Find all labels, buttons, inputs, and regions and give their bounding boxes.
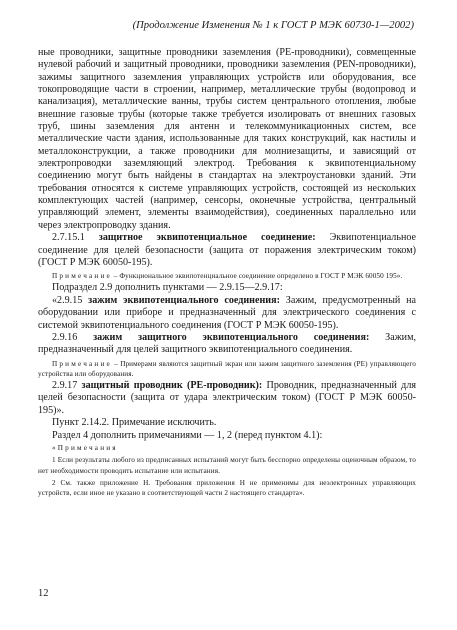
definition-text: Зажим, предусмотренный на оборудовании или приборе и предназначенный для электрического соединения с системой эквипотенциального соединения (ГОСТ Р МЭК 60050-195). (38, 294, 416, 331)
section-instruction: Раздел 4 дополнить примечаниями — 1, 2 (перед пунктом 4.1): (52, 429, 323, 441)
note-label: Примечание (52, 359, 112, 368)
definition-2-9-16 (38, 332, 416, 357)
note-examples (38, 359, 416, 380)
clause-number: 2.9.17 (52, 380, 82, 392)
definition-2-7-15-1 (38, 232, 416, 269)
defined-term: зажим защитного эквипотенциального соединения: (93, 331, 370, 343)
notes-heading: «Примечания (52, 443, 118, 452)
clause-number: «2.9.15 (52, 294, 89, 306)
subsection-instruction: Подраздел 2.9 дополнить пунктами — 2.9.15—2.9.17: (52, 282, 283, 294)
item-instruction: Пункт 2.14.2. Примечание исключить. (52, 417, 217, 429)
definition-text: Проводник, предназначенный для целей безопасности (защита от удара электрическим током) (ГОСТ Р МЭК 60050-195)». (38, 380, 416, 416)
definition-text: Эквипотенциальное соединение для целей безопасности (защита от поражения электрическим током) (ГОСТ Р МЭК 60050-195). (38, 232, 417, 268)
definition-2-9-15 (38, 295, 416, 332)
page-number: 12 (38, 588, 49, 599)
definition-2-9-17 (38, 380, 416, 417)
note-text: – Функциональное эквипотенциальное соединение определено в ГОСТ Р МЭК 60050 195». (111, 272, 403, 281)
note-functional-equipotential (38, 271, 416, 281)
note-label: Примечание (52, 272, 112, 281)
definition-text: Зажим, предназначенный для целей защитного эквипотенциального соединения. (38, 331, 416, 356)
note-1: 1 Если результаты любого из предписанных испытаний могут быть бесспорно определены оценочным образом, то нет необходимости проводить испытание или испытания. (38, 456, 416, 475)
note-text: – Примерами являются защитный экран или зажим защитного заземления (PE) управляющего устройства или оборудования. (38, 359, 416, 378)
paragraph-continuation: ные проводники, защитные проводники заземления (PE-проводники), совмещенные нулевой рабочий и защитный проводники, проводники заземления (PEN-проводники), зажимы защитного заземления управляющих устройств или оборудования, все токопроводящие части в строении, например, металлические трубы (водопровод и канализация), металлические ванны, трубы систем центрального отопления, любые внешние газовые трубы (которые также требуется изолировать от внешних газовых труб, шины заземления для антенн и телекоммуникационных систем, все металлические части здания, использованные для таких конструкций, как настилы и металлоконструкции, а также проводники для молниезащиты, и зависящий от электропроводки заземляющий электрод. Требования к эквипотенциальному соединению могут быть найдены в стандартах на электроустановки зданий. Эти требования относятся к системе управляющих устройств, состоящей из нескольких комплектующих частей (например, сенсоры, оконечные устройства, центральный управляющий элемент, элементы взаимодействия), соединенных параллельно или через электропроводку здания. (38, 47, 416, 231)
defined-term: защитный проводник (PE-проводник): (81, 380, 263, 392)
defined-term: зажим эквипотенциального соединения: (88, 294, 280, 306)
clause-number: 2.9.16 (52, 331, 94, 343)
running-header: (Продолжение Изменения № 1 к ГОСТ Р МЭК 60730-1—2002) (132, 20, 414, 31)
note-2: 2 См. также приложение Н. Требования приложения Н не применимы для неэлектронных управляющих устройств, если иное не указано в соответствующей части 2 настоящего стандарта». (38, 478, 416, 498)
clause-number: 2.7.15.1 (52, 232, 99, 244)
page-content (38, 47, 416, 500)
defined-term: защитное эквипотенциальное соединение: (98, 232, 316, 244)
